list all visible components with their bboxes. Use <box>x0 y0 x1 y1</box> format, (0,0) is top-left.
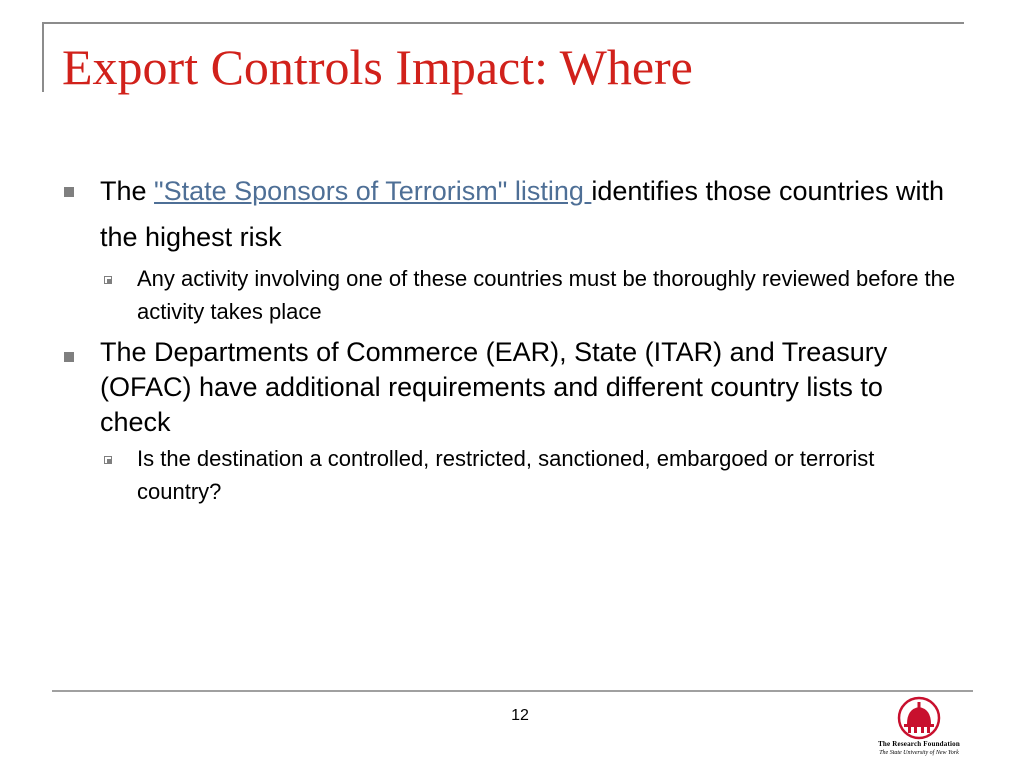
bullet-1-suffix: identifies those countries with the highest risk <box>100 176 945 252</box>
logo-subtitle: The State University of New York <box>879 750 959 756</box>
checkbox-bullet-icon <box>104 456 112 464</box>
dome-seal-icon <box>896 696 942 740</box>
square-bullet-icon <box>64 352 74 362</box>
bullet-1 <box>60 168 960 260</box>
state-sponsors-of-terrorism-link[interactable]: "State Sponsors of Terrorism" listing <box>154 176 592 206</box>
square-bullet-icon <box>64 187 74 197</box>
bullet-1-sub-text: Any activity involving one of these countries must be thoroughly reviewed before the activity takes place <box>137 266 956 324</box>
bullet-1-prefix: The <box>100 176 155 206</box>
slide-body <box>60 168 960 508</box>
bullet-2-sub-text: Is the destination a controlled, restricted, sanctioned, embargoed or terrorist country? <box>137 446 875 504</box>
bullet-2-sub <box>60 442 960 508</box>
checkbox-bullet-icon <box>104 276 112 284</box>
slide-title: Export Controls Impact: Where <box>62 39 693 95</box>
logo-name: The Research Foundation <box>878 740 960 748</box>
bullet-1-sub <box>60 262 960 328</box>
title-frame-top-rule <box>42 22 964 24</box>
title-frame-left-rule <box>42 22 44 92</box>
page-number: 12 <box>511 707 529 724</box>
footer-rule <box>52 690 973 692</box>
research-foundation-logo <box>866 696 972 764</box>
bullet-2 <box>60 335 960 440</box>
bullet-2-text: The Departments of Commerce (EAR), State (ITAR) and Treasury (OFAC) have additional requirements and different country lists to check <box>100 337 888 437</box>
